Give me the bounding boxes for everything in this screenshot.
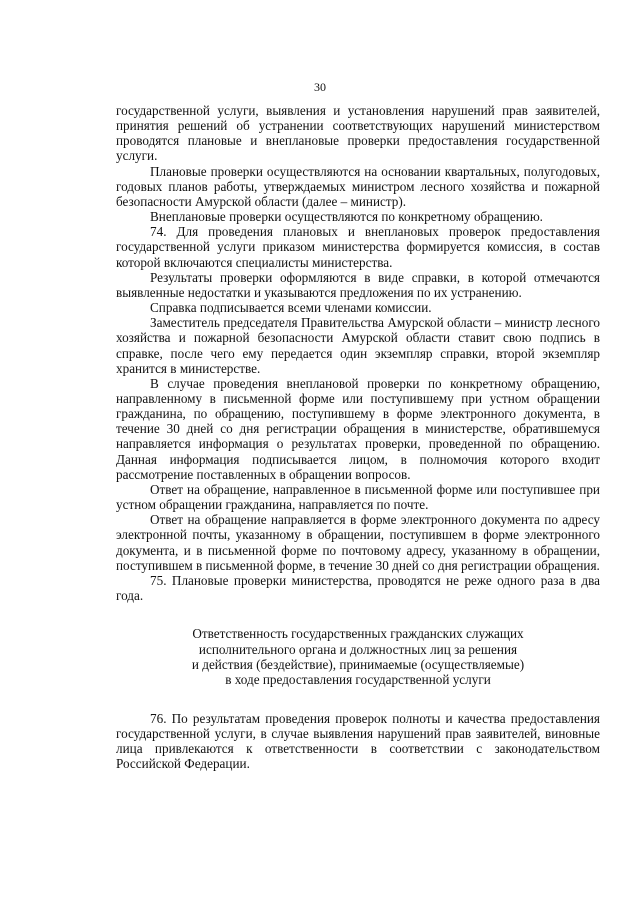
paragraph-electronic-reply: Ответ на обращение направляется в форме электронного документа по адресу электронной почты, указанному в обращении, поступившем в форме электронного документа, и в письменной форме по почтовому адресу, указанному в обращении, поступившем в письменной форме, в течение 30 дней со дня регистрации обращения. bbox=[116, 512, 600, 573]
section-heading-line: и действия (бездействие), принимаемые (осуществляемые) bbox=[191, 656, 525, 672]
section-heading-line: Ответственность государственных гражданских служащих bbox=[192, 626, 524, 642]
paragraph-written-reply: Ответ на обращение, направленное в письменной форме или поступившее при устном обращении гражданина, направляется по почте. bbox=[116, 481, 600, 513]
document-body bbox=[116, 103, 600, 771]
paragraph-item-75: 75. Плановые проверки министерства, проводятся не реже одного раза в два года. bbox=[116, 572, 600, 603]
section-heading-line: исполнительного органа и должностных лиц за решения bbox=[198, 641, 518, 657]
paragraph-unplanned-appeal: В случае проведения внеплановой проверки по конкретному обращению, направленному в письменной форме или поступившему при устном обращении гражданина, по обращению, поступившему в форме электронного документа, в течение 30 дней со дня регистрации обращения в министерстве, обратившемуся направляется информация о результатах проверки, проведенной по обращению. Данная информация подписывается лицом, в полномочия которого входит рассмотрение поставленных в обращении вопросов. bbox=[116, 375, 600, 482]
section-heading bbox=[116, 626, 600, 688]
paragraph-item-76: 76. По результатам проведения проверок полноты и качества предоставления государственной услуги, в случае выявления нарушений прав заявителей, виновные лица привлекаются к ответственности в соответствии с законодательством Российской Федерации. bbox=[116, 710, 600, 772]
paragraph-unplanned-checks: Внеплановые проверки осуществляются по конкретному обращению. bbox=[150, 209, 543, 225]
paragraph-check-results: Результаты проверки оформляются в виде справки, в которой отмечаются выявленные недостатки и указываются предложения по их устранению. bbox=[116, 269, 600, 300]
paragraph-item-74: 74. Для проведения плановых и внеплановых проверок предоставления государственной услуги приказом министерства формируется комиссия, в состав которой включаются специалисты министерства. bbox=[116, 224, 600, 270]
paragraph-signature-commission: Справка подписывается всеми членами комиссии. bbox=[150, 300, 432, 316]
paragraph-continuation: государственной услуги, выявления и установления нарушений прав заявителей, принятия решений об устранении соответствующих нарушений министерством проводятся плановые и внеплановые проверки предоставления государственной услуги. bbox=[116, 103, 600, 164]
section-heading-line: в ходе предоставления государственной услуги bbox=[225, 672, 491, 688]
paragraph-planned-checks: Плановые проверки осуществляются на основании квартальных, полугодовых, годовых планов работы, утверждаемых министром лесного хозяйства и пожарной безопасности Амурской области (далее – министр). bbox=[116, 163, 600, 209]
paragraph-deputy-chairman: Заместитель председателя Правительства Амурской области – министр лесного хозяйства и пожарной безопасности Амурской области ставит свою подпись в справке, после чего ему передается один экземпляр справки, второй экземпляр хранится в министерстве. bbox=[116, 315, 600, 376]
page-number: 30 bbox=[314, 80, 326, 94]
